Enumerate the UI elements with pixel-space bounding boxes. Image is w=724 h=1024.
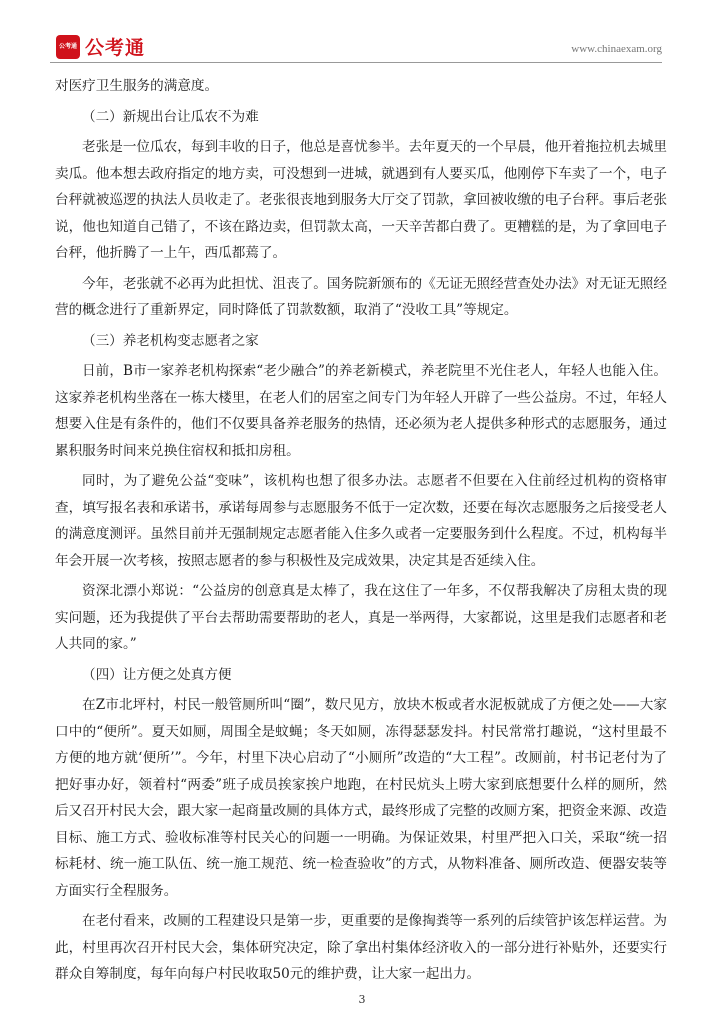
paragraph: 老张是一位瓜农，每到丰收的日子，他总是喜忧参半。去年夏天的一个早晨，他开着拖拉机去城里卖瓜。他本想去政府指定的地方卖，可没想到一进城，就遇到有人要买瓜，他刚停下车卖了一个，电子台秤就被巡逻的执法人员收走了。老张很丧地到服务大厅交了罚款，拿回被收缴的电子台秤。事后老张说，他也知道自己错了，不该在路边卖，但罚款太高，一天辛苦都白费了。更糟糕的是，为了拿回电子台秤，他折腾了一上午，西瓜都蔫了。 bbox=[55, 139, 667, 261]
document-body bbox=[55, 73, 667, 988]
section-heading: （三）养老机构变志愿者之家 bbox=[82, 332, 259, 349]
site-url: www.chinaexam.org bbox=[571, 43, 662, 55]
paragraph: 对医疗卫生服务的满意度。 bbox=[55, 78, 219, 94]
paragraph: 日前，B市一家养老机构探索“老少融合”的养老新模式，养老院里不光住老人，年轻人也能入住。这家养老机构坐落在一栋大楼里，在老人们的居室之间专门为年轻人开辟了一些公益房。不过，年轻人想要入住是有条件的，他们不仅要具备养老服务的热情，还必须为老人提供多种形式的志愿服务，通过累积服务时间来兑换住宿权和抵扣房租。 bbox=[55, 363, 667, 459]
page-header bbox=[50, 30, 662, 60]
page-number: 3 bbox=[358, 993, 366, 1006]
logo-badge-text: 公考通 bbox=[58, 42, 77, 50]
paragraph: 在老付看来，改厕的工程建设只是第一步，更重要的是像掏粪等一系列的后续管护该怎样运营。为此，村里再次召开村民大会，集体研究决定，除了拿出村集体经济收入的一部分进行补贴外，还要实行群众自筹制度，每年向每户村民收取50元的维护费，让大家一起出力。 bbox=[55, 913, 667, 982]
header-divider bbox=[50, 62, 662, 63]
section-heading: （二）新规出台让瓜农不为难 bbox=[82, 108, 259, 125]
paragraph: 同时，为了避免公益“变味”，该机构也想了很多办法。志愿者不但要在入住前经过机构的资格审查，填写报名表和承诺书，承诺每周参与志愿服务不低于一定次数，还要在每次志愿服务之后接受老人的满意度测评。虽然目前并无强制规定志愿者能入住多久或者一定要服务到什么程度。不过，机构每半年会开展一次考核，按照志愿者的参与积极性及完成效果，决定其是否延续入住。 bbox=[55, 473, 667, 569]
logo[interactable] bbox=[56, 33, 145, 60]
paragraph: 今年，老张就不必再为此担忧、沮丧了。国务院新颁布的《无证无照经营查处办法》对无证无照经营的概念进行了重新界定，同时降低了罚款数额，取消了“没收工具”等规定。 bbox=[55, 275, 667, 318]
logo-icon bbox=[56, 35, 80, 59]
logo-text: 公考通 bbox=[85, 37, 146, 59]
paragraph: 资深北漂小郑说：“公益房的创意真是太棒了，我在这住了一年多，不仅帮我解决了房租太贵的现实问题，还为我提供了平台去帮助需要帮助的老人，真是一举两得，大家都说，这里是我们志愿者和老人共同的家。” bbox=[55, 583, 667, 652]
paragraph: 在Z市北坪村，村民一般管厕所叫“圈”，数尺见方，放块木板或者水泥板就成了方便之处——大家口中的“便所”。夏天如厕，周围全是蚊蝇；冬天如厕，冻得瑟瑟发抖。村民常常打趣说，“这村里最不方便的地方就‘便所’”。今年，村里下决心启动了“小厕所”改造的“大工程”。改厕前，村书记老付为了把好事办好，领着村“两委”班子成员挨家挨户地跑，在村民炕头上唠大家到底想要什么样的厕所，然后又召开村民大会，跟大家一起商量改厕的具体方式，最终形成了完整的改厕方案，把资金来源、改造目标、施工方式、验收标准等村民关心的问题一一明确。为保证效果，村里严把入口关，采取“统一招标耗材、统一施工队伍、统一施工规范、统一检查验收”的方式，从物料准备、厕所改造、便器安装等方面实行全程服务。 bbox=[55, 697, 667, 899]
section-heading: （四）让方便之处真方便 bbox=[82, 666, 232, 683]
